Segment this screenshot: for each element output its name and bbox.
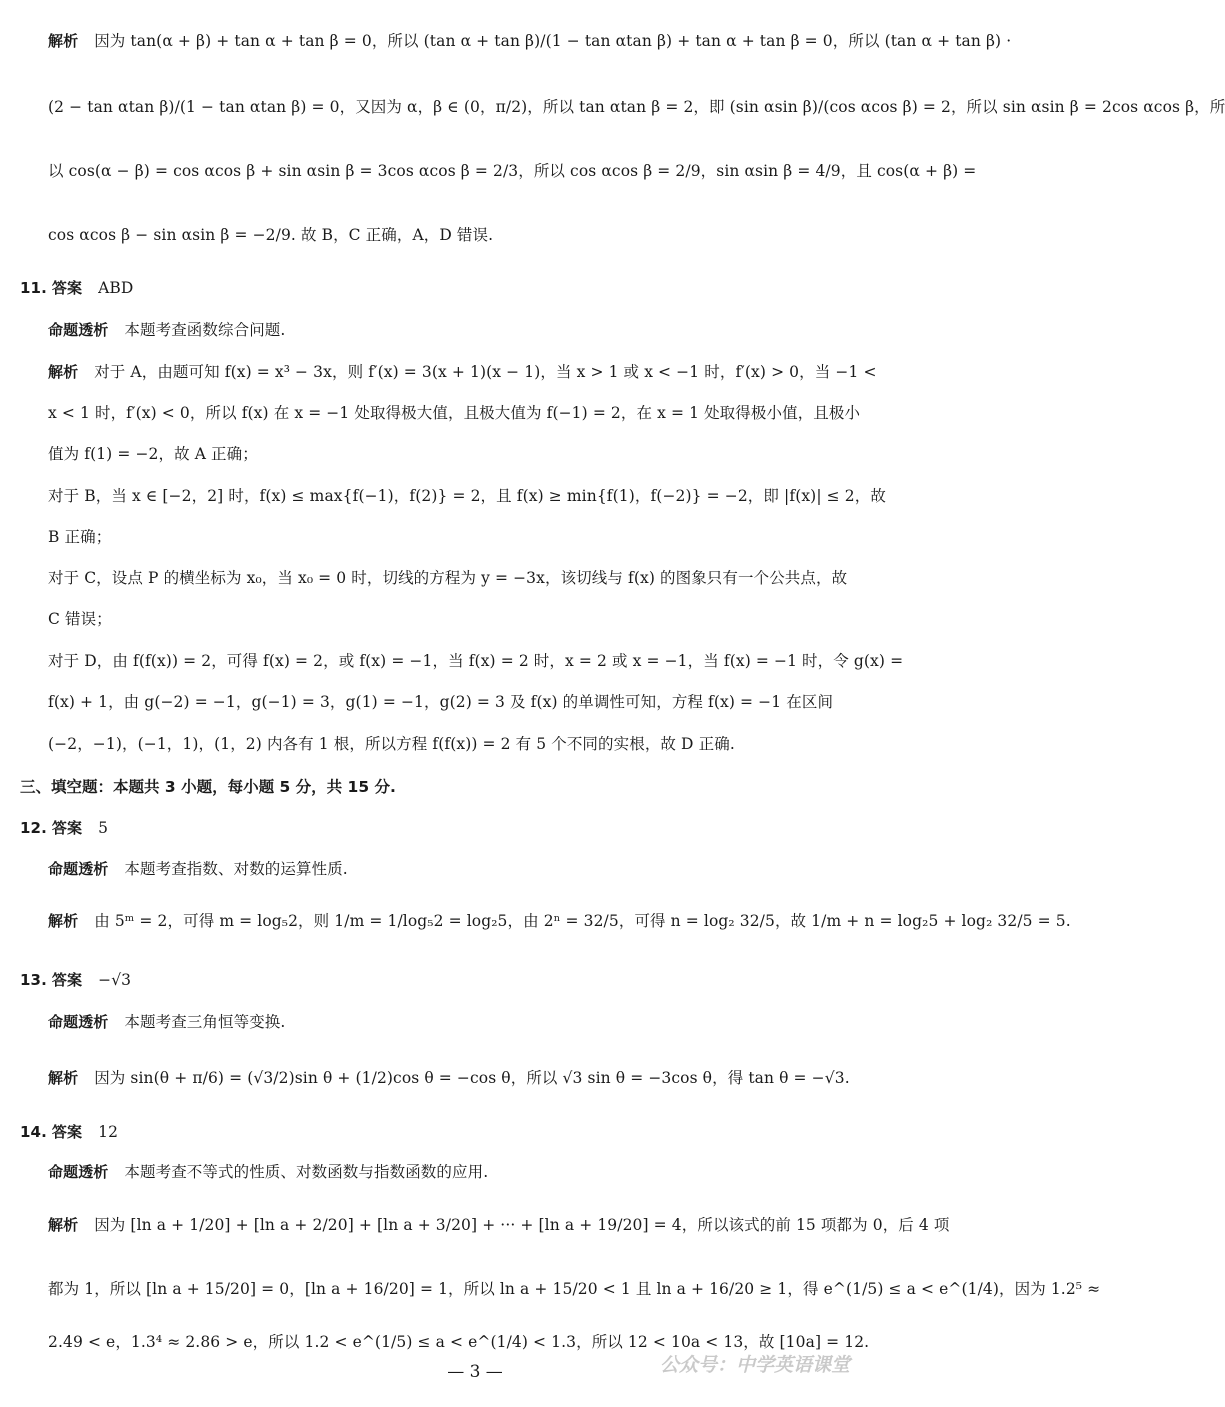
q13-line-1: 解析 因为 sin(θ + π/6) = (√3/2)sin θ + (1/2)cos θ = −cos θ，所以 √3 sin θ = −3cos θ，得 tan θ = −√3. [48,1069,850,1087]
q14-line-3: 2.49 < e，1.3⁴ ≈ 2.86 > e，所以 1.2 < e^(1/5) ≤ a < e^(1/4) < 1.3，所以 12 < 10a < 13，故 [10a] = 12. [48,1333,870,1351]
q14-answer-row: 14. 答案 12 [20,1123,119,1141]
q11-line-9: f(x) + 1，由 g(−2) = −1，g(−1) = 3，g(1) = −1，g(2) = 3 及 f(x) 的单调性可知，方程 f(x) = −1 在区间 [48,693,834,711]
q11-line-1: 解析 对于 A，由题可知 f(x) = x³ − 3x，则 f′(x) = 3(x + 1)(x − 1)，当 x > 1 或 x < −1 时，f′(x) > 0，当 −1 < [48,363,877,381]
q10-line-4: cos αcos β − sin αsin β = −2/9. 故 B，C 正确，A，D 错误. [48,226,494,244]
analysis-label: 解析 [48,32,79,50]
q14-line-1: 解析 因为 [ln a + 1/20] + [ln a + 2/20] + [ln a + 3/20] + ··· + [ln a + 19/20] = 4，所以该式的前 15 项都为 0，后 4 项 [48,1216,950,1234]
q11-line-6: 对于 C，设点 P 的横坐标为 x₀，当 x₀ = 0 时，切线的方程为 y = −3x，该切线与 f(x) 的图象只有一个公共点，故 [48,569,848,587]
q12-answer-row: 12. 答案 5 [20,819,109,837]
q13-intro-row: 命题透析 本题考查三角恒等变换. [48,1013,286,1031]
q11-line-8: 对于 D，由 f(f(x)) = 2，可得 f(x) = 2，或 f(x) = −1，当 f(x) = 2 时，x = 2 或 x = −1，当 f(x) = −1 时，令 g(x) = [48,652,904,670]
q13-answer: −√3 [98,971,132,989]
q14-line-2: 都为 1，所以 [ln a + 15/20] = 0，[ln a + 16/20] = 1，所以 ln a + 15/20 < 1 且 ln a + 16/20 ≥ 1，得 e^(1/5) ≤ a < e^(1/4)，因为 1.2⁵ ≈ [48,1280,1101,1298]
q11-line-3: 值为 f(1) = −2，故 A 正确； [48,445,258,463]
page-number: — 3 — [447,1362,503,1382]
q11-answer-row: 11. 答案 ABD [20,279,134,297]
q10-line-3: 以 cos(α − β) = cos αcos β + sin αsin β = 3cos αcos β = 2/3，所以 cos αcos β = 2/9，sin αsin β = 4/9，且 cos(α + β) = [48,162,977,180]
section-title: 三、填空题：本题共 3 小题，每小题 5 分，共 15 分. [20,778,396,796]
q11-line-5: B 正确； [48,528,112,546]
q13-answer-row: 13. 答案 −√3 [20,971,132,989]
q11-answer: ABD [98,279,134,297]
q11-line-7: C 错误； [48,610,112,628]
q11-line-10: (−2，−1)，(−1，1)，(1，2) 内各有 1 根，所以方程 f(f(x)) = 2 有 5 个不同的实根，故 D 正确. [48,735,735,753]
q11-line-4: 对于 B，当 x ∈ [−2，2] 时，f(x) ≤ max{f(−1)，f(2)} = 2，且 f(x) ≥ min{f(1)，f(−2)} = −2，即 |f(x)| ≤ 2，故 [48,487,886,505]
q14-answer: 12 [98,1123,119,1141]
q10-line-1: 解析 因为 tan(α + β) + tan α + tan β = 0，所以 (tan α + tan β)/(1 − tan αtan β) + tan α + tan β = 0，所以 (tan α + tan β) · [48,32,1012,50]
watermark: 公众号：中学英语课堂 [660,1354,851,1376]
q12-answer: 5 [98,819,109,837]
q10-line-2: (2 − tan αtan β)/(1 − tan αtan β) = 0，又因为 α，β ∈ (0，π/2)，所以 tan αtan β = 2，即 (sin αsin β)/(cos αcos β) = 2，所以 sin αsin β = 2cos αcos β，所 [48,98,1225,116]
q12-intro-row: 命题透析 本题考查指数、对数的运算性质. [48,860,348,878]
q11-line-2: x < 1 时，f′(x) < 0，所以 f(x) 在 x = −1 处取得极大值，且极大值为 f(−1) = 2，在 x = 1 处取得极小值，且极小 [48,404,861,422]
q12-line-1: 解析 由 5ᵐ = 2，可得 m = log₅2，则 1/m = 1/log₅2 = log₂5，由 2ⁿ = 32/5，可得 n = log₂ 32/5，故 1/m + n = log₂5 + log₂ 32/5 = 5. [48,912,1071,930]
q14-intro-row: 命题透析 本题考查不等式的性质、对数函数与指数函数的应用. [48,1163,489,1181]
q11-intro-row: 命题透析 本题考查函数综合问题. [48,321,286,339]
